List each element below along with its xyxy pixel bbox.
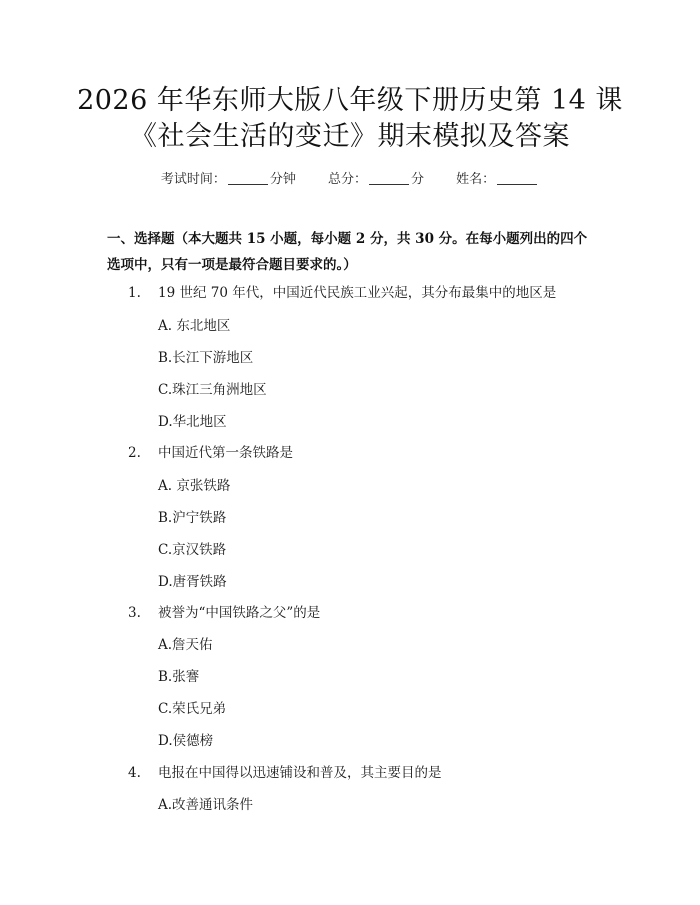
question-text: 中国近代第一条铁路是 bbox=[158, 445, 293, 461]
question-2-option-a: A. 京张铁路 bbox=[158, 478, 231, 494]
question-text: 电报在中国得以迅速铺设和普及，其主要目的是 bbox=[158, 765, 442, 781]
question-1-option-a: A. 东北地区 bbox=[158, 318, 231, 334]
student-name-label: 姓名： bbox=[456, 172, 496, 187]
question-2 bbox=[128, 441, 293, 461]
question-text: 19 世纪 70 年代，中国近代民族工业兴起，其分布最集中的地区是 bbox=[158, 285, 557, 301]
question-3-option-c: C.荣氏兄弟 bbox=[158, 701, 227, 717]
question-number: 3. bbox=[128, 605, 141, 621]
question-4-option-a: A.改善通讯条件 bbox=[158, 797, 254, 813]
exam-time-label: 考试时间： bbox=[160, 172, 226, 187]
document-title-line1: 2026 年华东师大版八年级下册历史第 14 课 bbox=[77, 85, 623, 116]
exam-time-field bbox=[161, 172, 300, 187]
question-number: 1. bbox=[128, 285, 141, 301]
total-score-label: 总分： bbox=[327, 172, 367, 187]
question-2-option-b: B.沪宁铁路 bbox=[158, 510, 227, 526]
question-4 bbox=[128, 761, 442, 781]
question-3-option-d: D.侯德榜 bbox=[158, 733, 214, 749]
question-3-option-a: A.詹天佑 bbox=[158, 637, 213, 653]
exam-time-unit: 分钟 bbox=[269, 172, 296, 187]
student-name-field bbox=[456, 172, 539, 187]
question-1-option-b: B.长江下游地区 bbox=[158, 350, 254, 366]
total-score-field bbox=[328, 172, 428, 187]
exam-time-blank bbox=[228, 172, 268, 185]
question-3-option-b: B.张謇 bbox=[158, 669, 200, 685]
student-name-blank bbox=[497, 172, 537, 185]
question-2-option-c: C.京汉铁路 bbox=[158, 542, 227, 558]
question-number: 4. bbox=[128, 765, 141, 781]
question-text: 被誉为“中国铁路之父”的是 bbox=[158, 605, 321, 621]
document-title-line2: 《社会生活的变迁》期末模拟及答案 bbox=[130, 121, 570, 152]
question-2-option-d: D.唐胥铁路 bbox=[158, 574, 227, 590]
question-1 bbox=[128, 281, 556, 301]
question-number: 2. bbox=[128, 445, 141, 461]
question-1-option-c: C.珠江三角洲地区 bbox=[158, 382, 267, 398]
total-score-blank bbox=[369, 172, 409, 185]
section-header-multiple-choice: 一、选择题（本大题共 15 小题，每小题 2 分，共 30 分。在每小题列出的四个选项中，只有一项是最符合题目要求的。） bbox=[107, 231, 588, 273]
question-3 bbox=[128, 601, 320, 621]
question-1-option-d: D.华北地区 bbox=[158, 414, 227, 430]
total-score-unit: 分 bbox=[411, 172, 425, 187]
exam-info-row bbox=[0, 168, 700, 187]
